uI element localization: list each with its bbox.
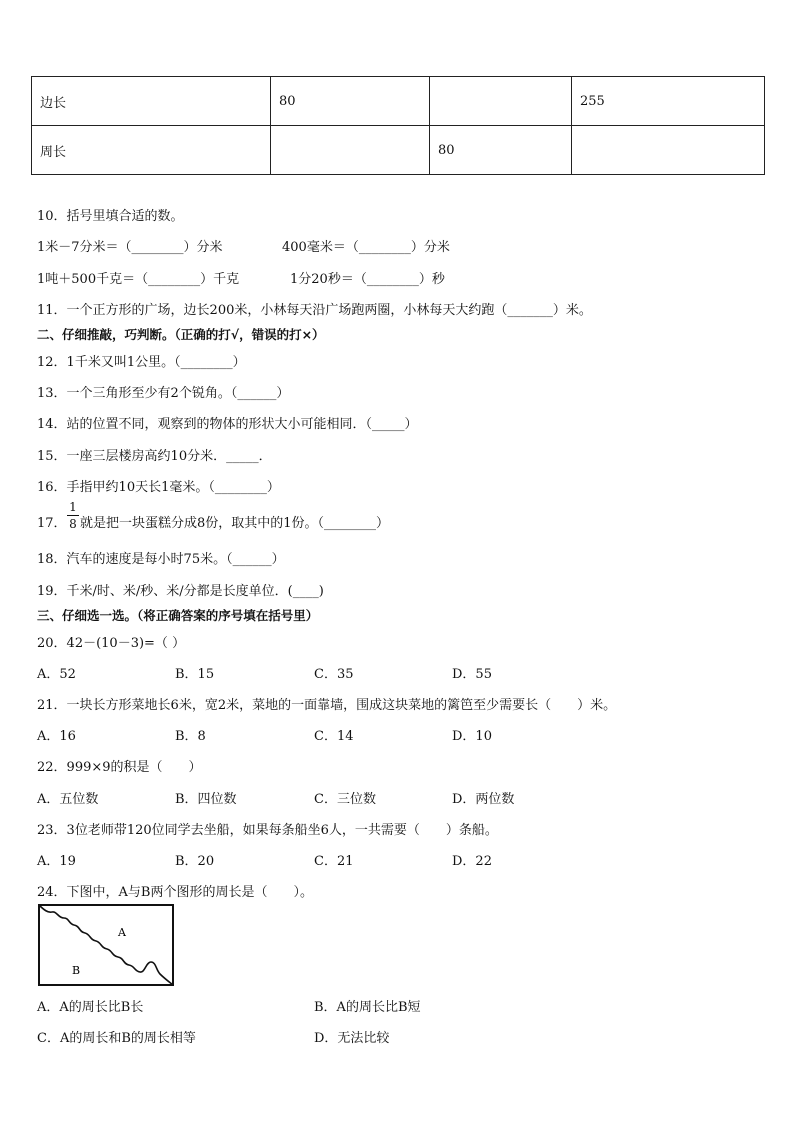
question-17-text: 就是把一块蛋糕分成8份，取其中的1份。（________） bbox=[80, 516, 390, 531]
question-23: 23．3位老师带120位同学去坐船，如果每条船坐6人，一共需要（ ）条船。 bbox=[37, 823, 498, 838]
fraction-numerator: 1 bbox=[69, 500, 77, 514]
question-13: 13．一个三角形至少有2个锐角。（______） bbox=[37, 386, 290, 401]
table-cell: 80 bbox=[271, 77, 430, 126]
question-14: 14．站的位置不同，观察到的物体的形状大小可能相同．（_____） bbox=[37, 417, 418, 432]
table-cell bbox=[430, 77, 572, 126]
question-19: 19．千米/时、米/秒、米/分都是长度单位．(____) bbox=[37, 584, 324, 599]
option-b: B．8 bbox=[175, 729, 206, 744]
question-18: 18．汽车的速度是每小时75米。（______） bbox=[37, 552, 285, 567]
curved-divider bbox=[39, 905, 173, 985]
question-15: 15．一座三层楼房高约10分米．_____． bbox=[37, 449, 272, 464]
fraction-one-eighth bbox=[67, 500, 79, 531]
section-3-heading: 三、仔细选一选。（将正确答案的序号填在括号里） bbox=[37, 608, 319, 623]
table-row bbox=[32, 77, 765, 126]
option-b: B．15 bbox=[175, 667, 215, 682]
fraction-denominator: 8 bbox=[69, 517, 77, 531]
option-c: C．35 bbox=[314, 667, 354, 682]
option-b: B．20 bbox=[175, 854, 215, 869]
option-a: A．A的周长比B长 bbox=[37, 1000, 144, 1015]
table-cell: 255 bbox=[572, 77, 765, 126]
section-2-heading: 二、仔细推敲，巧判断。（正确的打√，错误的打×） bbox=[37, 327, 325, 342]
side-perimeter-table bbox=[31, 76, 765, 175]
table-cell bbox=[572, 126, 765, 175]
option-a: A．19 bbox=[37, 854, 76, 869]
question-10-a: 1米－7分米＝（________）分米 bbox=[37, 240, 223, 255]
question-16: 16．手指甲约10天长1毫米。（________） bbox=[37, 480, 280, 495]
question-22: 22．999×9的积是（ ） bbox=[37, 760, 202, 775]
option-c: C．14 bbox=[314, 729, 354, 744]
option-c: C．21 bbox=[314, 854, 354, 869]
option-d: D．22 bbox=[452, 854, 492, 869]
question-10-b: 400毫米＝（________）分米 bbox=[282, 240, 450, 255]
question-10-title: 10．括号里填合适的数。 bbox=[37, 209, 184, 224]
question-17-number: 17． bbox=[37, 516, 67, 531]
table-cell bbox=[271, 126, 430, 175]
option-c: C．A的周长和B的周长相等 bbox=[37, 1031, 196, 1046]
table-cell: 80 bbox=[430, 126, 572, 175]
option-c: C．三位数 bbox=[314, 792, 376, 807]
question-10-c: 1吨＋500千克＝（________）千克 bbox=[37, 272, 240, 287]
fraction-bar bbox=[67, 515, 79, 516]
table-cell: 边长 bbox=[32, 77, 271, 126]
table-row bbox=[32, 126, 765, 175]
option-b: B．四位数 bbox=[175, 792, 237, 807]
question-21: 21．一块长方形菜地长6米，宽2米，菜地的一面靠墙，围成这块菜地的篱笆至少需要长（ ）米。 bbox=[37, 698, 617, 713]
region-b-label: B bbox=[72, 964, 81, 977]
question-10-d: 1分20秒＝（________）秒 bbox=[290, 272, 445, 287]
rectangle-divided-figure bbox=[38, 904, 176, 988]
table-cell: 周长 bbox=[32, 126, 271, 175]
option-d: D．55 bbox=[452, 667, 492, 682]
option-d: D．两位数 bbox=[452, 792, 515, 807]
figure-border bbox=[39, 905, 173, 985]
question-11: 11．一个正方形的广场，边长200米，小林每天沿广场跑两圈，小林每天大约跑（_______）米。 bbox=[37, 303, 592, 318]
question-20: 20．42－(10－3)=（ ） bbox=[37, 636, 186, 651]
question-12: 12．1千米又叫1公里。（________） bbox=[37, 355, 246, 370]
region-a-label: A bbox=[118, 926, 126, 939]
option-a: A．五位数 bbox=[37, 792, 99, 807]
option-d: D．10 bbox=[452, 729, 492, 744]
option-d: D．无法比较 bbox=[314, 1031, 390, 1046]
option-b: B．A的周长比B短 bbox=[314, 1000, 421, 1015]
option-a: A．52 bbox=[37, 667, 76, 682]
question-24: 24．下图中，A与B两个图形的周长是（ ）。 bbox=[37, 885, 313, 900]
option-a: A．16 bbox=[37, 729, 76, 744]
